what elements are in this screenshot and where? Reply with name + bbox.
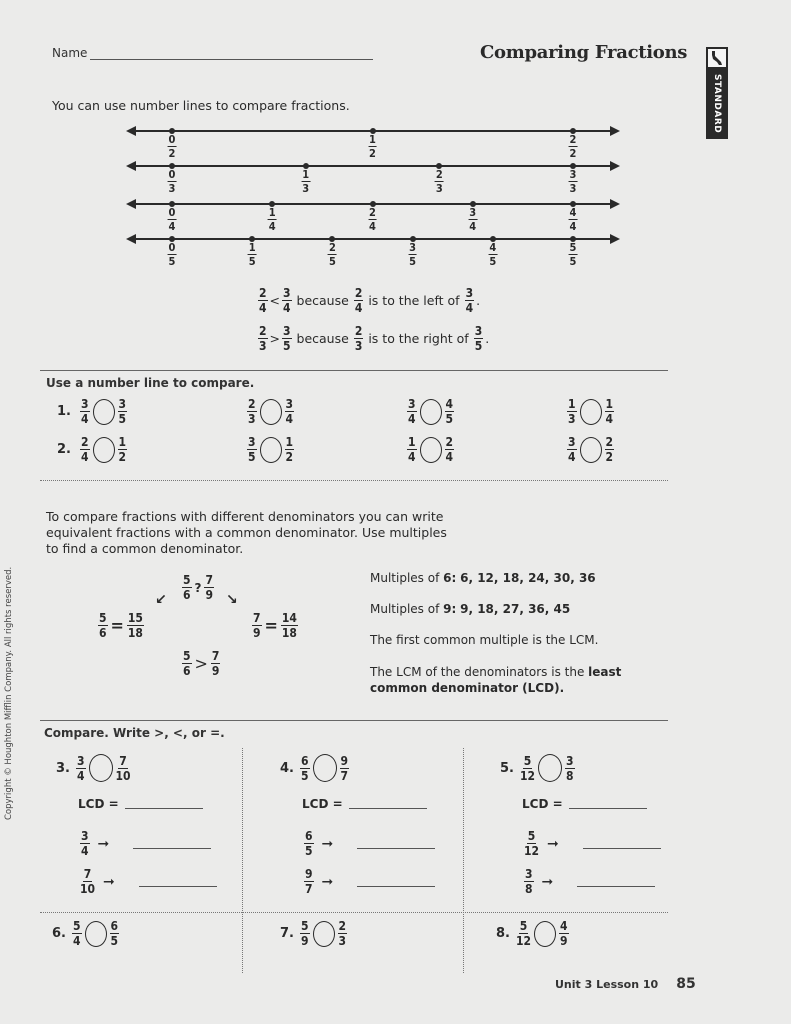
compare-item: [567, 436, 614, 463]
answer-circle[interactable]: [89, 754, 113, 782]
fraction: $\frac{3}{5}$: [118, 397, 127, 426]
divider-dotted: [40, 480, 668, 481]
diagram-left-eq: $\frac{5}{6}$ = $\frac{15}{18}$: [99, 611, 143, 640]
fraction: $\frac{3}{4}$: [81, 829, 89, 858]
fraction: $\frac{6}{5}$: [110, 919, 119, 948]
lcd-row: LCD =: [522, 797, 647, 811]
fraction: $\frac{2}{3}$: [435, 168, 443, 195]
fraction: $\frac{3}{4}$: [568, 435, 576, 464]
diagram-top: $\frac{5}{6}$ ? $\frac{7}{9}$: [183, 573, 213, 602]
fraction: $\frac{5}{12}$: [519, 753, 536, 783]
multiples-of-6: Multiples of 6: 6, 12, 18, 24, 30, 36: [370, 571, 596, 585]
compare-item: [567, 398, 614, 425]
name-label: Name: [52, 46, 88, 60]
standard-badge: [706, 47, 728, 139]
answer-circle[interactable]: [534, 921, 556, 947]
lesson-paragraph: To compare fractions with different denominators you can write equivalent fractions with a common denominator. Use multiples to find a common denominator.: [46, 509, 447, 556]
fraction: $\frac{3}{4}$: [81, 397, 89, 426]
equivalent-input[interactable]: [357, 839, 435, 849]
fraction: $\frac{5}{9}$: [300, 919, 309, 948]
fraction: $\frac{2}{2}$: [569, 133, 577, 160]
fraction: $\frac{4}{5}$: [445, 397, 454, 426]
fraction: $\frac{1}{5}$: [248, 241, 256, 268]
compare-problem: 8. $\frac{5}{12}$ $\frac{4}{9}$: [496, 919, 568, 948]
arrow-right-icon: ➞: [321, 873, 334, 890]
page-number: 85: [676, 976, 696, 992]
diagram-result: $\frac{5}{6}$ > $\frac{7}{9}$: [183, 649, 220, 678]
answer-circle[interactable]: [93, 437, 115, 463]
convert-row: [524, 868, 655, 895]
answer-circle[interactable]: [420, 399, 442, 425]
fraction: $\frac{1}{2}$: [118, 435, 127, 464]
fraction: $\frac{6}{5}$: [305, 829, 313, 858]
lcd-row: LCD =: [78, 797, 203, 811]
fraction: $\frac{1}{3}$: [302, 168, 310, 195]
fraction: $\frac{1}{4}$: [268, 206, 276, 233]
fraction: $\frac{4}{5}$: [489, 241, 497, 268]
fraction: $\frac{2}{4}$: [81, 435, 89, 464]
name-field[interactable]: [90, 59, 373, 60]
compare-item: [80, 398, 127, 425]
fraction: $\frac{5}{5}$: [569, 241, 577, 268]
compare-problem: 6. $\frac{5}{4}$ $\frac{6}{5}$: [52, 919, 119, 948]
compare-problem: 4. $\frac{6}{5}$ $\frac{9}{7}$: [280, 753, 349, 783]
fraction: $\frac{7}{10}$: [115, 753, 131, 783]
fraction: $\frac{3}{8}$: [566, 753, 574, 783]
problem-number: 1.: [57, 404, 71, 419]
column-divider: [242, 748, 243, 973]
compare-problem: 3. $\frac{3}{4}$ $\frac{7}{10}$: [56, 753, 131, 783]
divider-dotted: [40, 912, 668, 913]
multiples-of-9: Multiples of 9: 9, 18, 27, 36, 45: [370, 602, 571, 616]
answer-circle[interactable]: [313, 921, 335, 947]
fraction: $\frac{7}{10}$: [80, 867, 96, 896]
fraction: $\frac{4}{4}$: [569, 206, 577, 233]
badge-label: STANDARD: [706, 69, 728, 139]
page-title: Comparing Fractions: [480, 42, 688, 63]
fraction: $\frac{0}{3}$: [168, 168, 176, 195]
fraction: $\frac{2}{3}$: [338, 919, 347, 948]
fraction: $\frac{4}{9}$: [560, 919, 568, 948]
section2-heading: Compare. Write >, <, or =.: [44, 726, 225, 740]
answer-circle[interactable]: [260, 437, 282, 463]
answer-circle[interactable]: [538, 754, 562, 782]
fraction: $\frac{2}{5}$: [328, 241, 336, 268]
lcd-input[interactable]: [125, 799, 203, 809]
arrow-down-left-icon: ↙: [155, 592, 167, 608]
equivalent-input[interactable]: [583, 839, 661, 849]
compare-problem: 5. $\frac{5}{12}$ $\frac{3}{8}$: [500, 753, 574, 783]
fraction: $\frac{0}{4}$: [168, 206, 176, 233]
convert-row: [304, 830, 435, 857]
copyright: Copyright © Houghton Mifflin Company. All rights reserved.: [4, 566, 14, 820]
footer: [555, 976, 696, 992]
fraction: $\frac{3}{5}$: [248, 435, 256, 464]
number-line: [128, 165, 618, 195]
fraction: $\frac{2}{4}$: [369, 206, 376, 233]
fraction: $\frac{1}{4}$: [605, 397, 614, 426]
fraction: $\frac{3}{4}$: [408, 397, 416, 426]
arrow-down-right-icon: ↘: [226, 592, 238, 608]
convert-row: [304, 868, 435, 895]
problem-number: 2.: [57, 442, 71, 457]
fraction: $\frac{0}{5}$: [168, 241, 176, 268]
fraction: $\frac{9}{7}$: [305, 867, 313, 896]
lcm-statement: The first common multiple is the LCM.: [370, 633, 599, 647]
lcd-statement: The LCM of the denominators is the least common denominator (LCD).: [370, 665, 622, 695]
fraction: $\frac{1}{4}$: [408, 435, 416, 464]
lcd-input[interactable]: [569, 799, 647, 809]
equivalent-input[interactable]: [139, 877, 217, 887]
diagram-right-eq: $\frac{7}{9}$ = $\frac{14}{18}$: [253, 611, 297, 640]
answer-circle[interactable]: [260, 399, 282, 425]
example-2: $\frac{2}{3}$ > $\frac{3}{5}$ because $\frac{2}{3}$ is to the right of $\frac{3}{5}$ .: [259, 324, 490, 353]
lcd-row: LCD =: [302, 797, 427, 811]
fraction: $\frac{6}{5}$: [300, 753, 309, 783]
equivalent-input[interactable]: [133, 839, 211, 849]
divider: [40, 720, 668, 721]
arrow-right-icon: ➞: [547, 835, 559, 852]
equivalent-input[interactable]: [577, 877, 655, 887]
answer-circle[interactable]: [93, 399, 115, 425]
answer-circle[interactable]: [85, 921, 107, 947]
column-divider: [463, 748, 464, 973]
compare-item: [407, 436, 454, 463]
fraction: $\frac{2}{3}$: [248, 397, 256, 426]
fraction: $\frac{2}{4}$: [445, 435, 454, 464]
answer-circle[interactable]: [420, 437, 442, 463]
lesson-label: Unit 3 Lesson 10: [555, 978, 659, 991]
answer-circle[interactable]: [580, 437, 602, 463]
fraction: $\frac{5}{12}$: [515, 919, 532, 948]
arrow-right-icon: ➞: [321, 835, 334, 852]
compare-item: [247, 398, 294, 425]
fraction: $\frac{3}{3}$: [569, 168, 577, 195]
fraction: $\frac{3}{4}$: [76, 753, 85, 783]
lcd-input[interactable]: [349, 799, 427, 809]
compare-problem: 7. $\frac{5}{9}$ $\frac{2}{3}$: [280, 919, 347, 948]
fraction: $\frac{0}{2}$: [168, 133, 176, 160]
fraction: $\frac{3}{4}$: [285, 397, 294, 426]
compare-item: [80, 436, 127, 463]
arrow-right-icon: ➞: [541, 873, 554, 890]
intro-text: You can use number lines to compare fractions.: [52, 98, 350, 113]
section1-heading: Use a number line to compare.: [46, 376, 255, 390]
number-line: [128, 203, 618, 233]
state-map-icon: [706, 47, 728, 69]
fraction: $\frac{9}{7}$: [340, 753, 349, 783]
arrow-right-icon: ➞: [103, 873, 115, 890]
divider: [40, 370, 668, 371]
fraction: $\frac{1}{3}$: [568, 397, 576, 426]
fraction: $\frac{5}{4}$: [72, 919, 81, 948]
compare-item: [407, 398, 454, 425]
fraction: $\frac{2}{2}$: [605, 435, 614, 464]
convert-row: [524, 830, 661, 857]
fraction: $\frac{3}{8}$: [525, 867, 533, 896]
number-line: [128, 130, 618, 160]
fraction: $\frac{3}{5}$: [409, 241, 417, 268]
fraction: $\frac{5}{12}$: [524, 829, 540, 858]
convert-row: [80, 830, 211, 857]
convert-row: [80, 868, 217, 895]
example-1: $\frac{2}{4}$ < $\frac{3}{4}$ because $\frac{2}{4}$ is to the left of $\frac{3}{4}$ .: [259, 286, 481, 315]
fraction: $\frac{1}{2}$: [285, 435, 294, 464]
answer-circle[interactable]: [580, 399, 602, 425]
answer-circle[interactable]: [313, 754, 337, 782]
equivalent-input[interactable]: [357, 877, 435, 887]
arrow-right-icon: ➞: [97, 835, 110, 852]
number-line: [128, 238, 618, 268]
compare-item: [247, 436, 294, 463]
fraction: $\frac{1}{2}$: [369, 133, 376, 160]
fraction: $\frac{3}{4}$: [469, 206, 477, 233]
